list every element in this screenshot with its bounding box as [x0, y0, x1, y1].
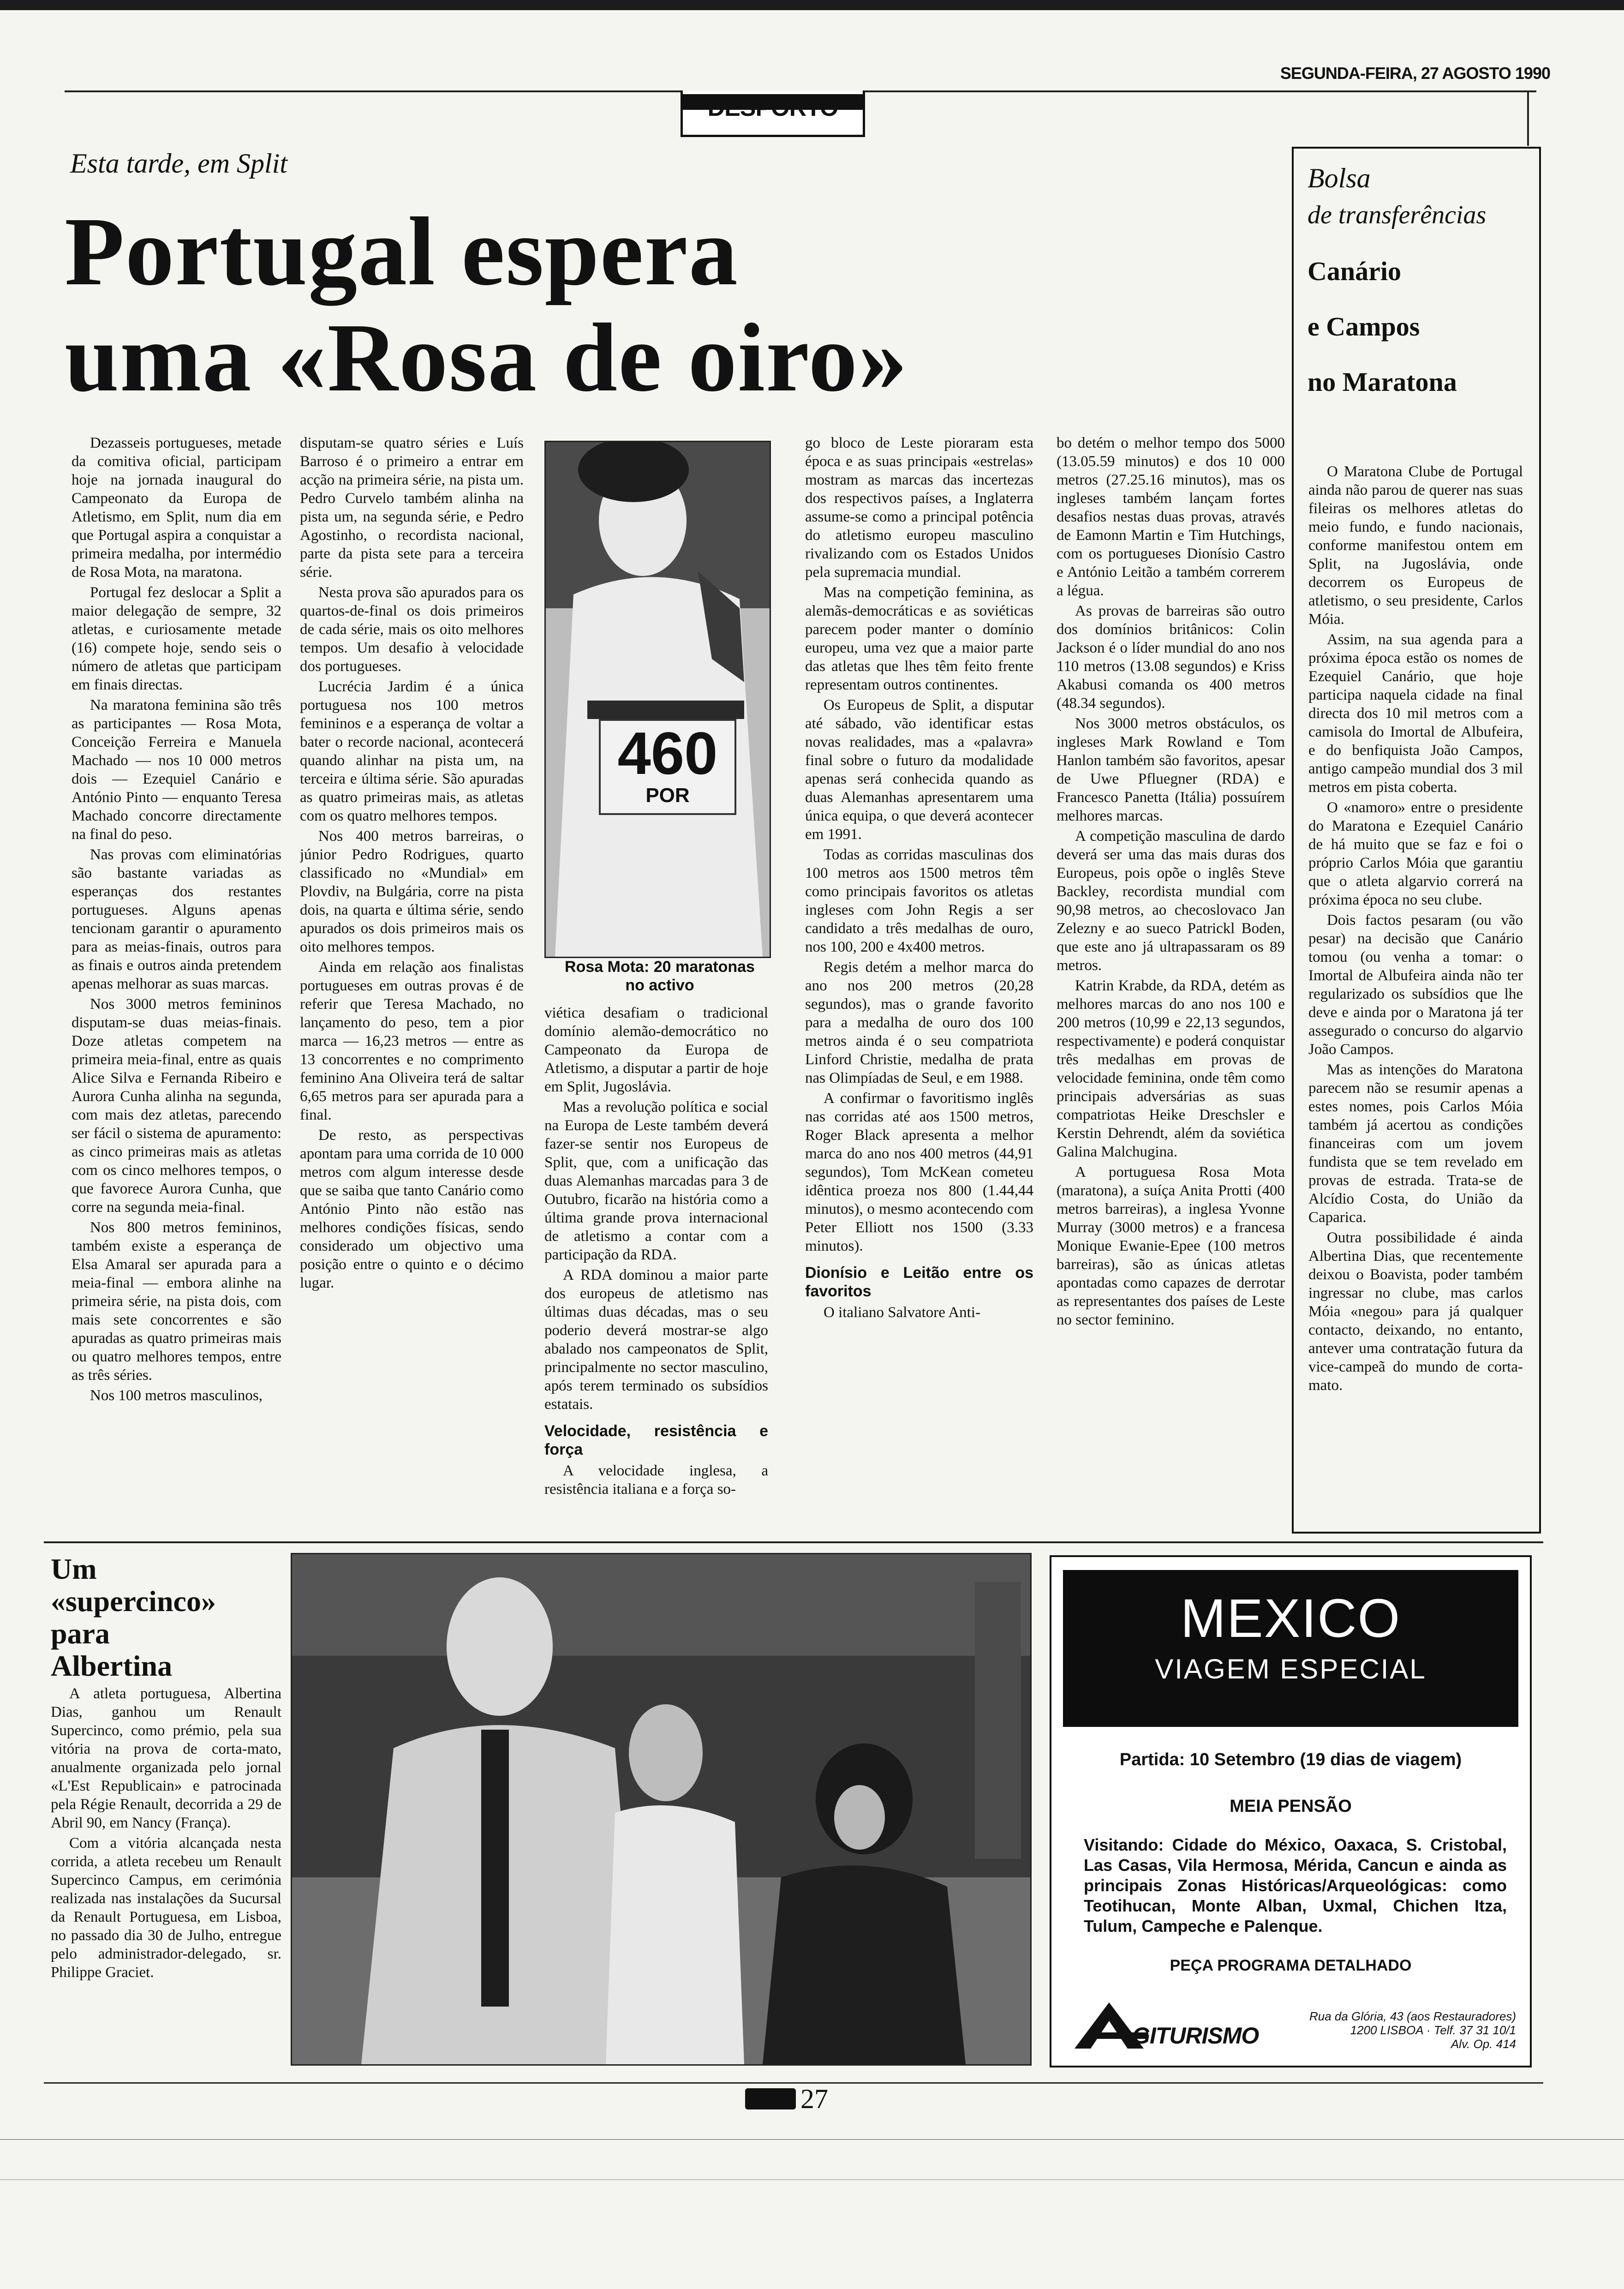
ad-itinerary: Visitando: Cidade do México, Oaxaca, S. Cristobal, Las Casas, Vila Hermosa, Mérida, Cancun e ainda as principais Zonas Históricas/Arqueológicas: como Teotihucan, Monte Alban, Uxmal, Chichen Itza, Tulum, Campeche e Palenque.: [1084, 1835, 1507, 1935]
rosa-mota-photo: [544, 441, 771, 958]
bottom-story-text: A atleta portuguesa, Albertina Dias, ganhou um Renault Supercinco, como prémio, pela sua vitória na prova de corta-mato, anualmente organizada pelo jornal «L'Est Republicain» e patrocinada pela Régie Renault, decorrida a 29 de Abril 90, em Nancy (França). Com a vitória alcançada nesta corrida, a atleta recebeu um Renault Supercinco Campus, em cerimónia realizada nas instalações da Sucursal da Renault Portuguesa, em Lisboa, no passado dia 30 de Julho, entregue pelo administrador-delegado, sr. Philippe Graciet.: [51, 1685, 281, 1981]
bottom-headline: Um «supercinco» para Albertina: [51, 1552, 216, 1682]
ad-logo: GITURISMO: [1070, 2000, 1310, 2051]
headline: Portugal espera uma «Rosa de oiro»: [65, 197, 908, 412]
race-bib: 460 POR: [599, 719, 736, 815]
article-column-2: disputam-se quatro séries e Luís Barroso é o primeiro a entrar em acção na primeira série, na pista um. Pedro Curvelo também alinha na pista um, na segunda série, e Pedro Agostinho, o recordista nacional, parte da pista sete para a terceira série. Nesta prova são apurados para os quartos-de-final os dois primeiros de cada série, mais os oito melhores tempos. Um desafio à velocidade dos portugueses. Lucrécia Jardim é a única portuguesa nos 100 metros femininos e a esperança de voltar a bater o recorde nacional, acontecerá quando alinhar na pista um, na terceira e última série. São apuradas as quatro primeiras mais, as atletas com os quatro melhores tempos. Nos 400 metros barreiras, o júnior Pedro Rodrigues, quarto classificado no «Mundial» em Plovdiv, na Bulgária, corre na pista dois, na quarta e última série, sendo apurados os dois primeiros mais os oito melhores tempos. Ainda em relação aos finalistas portugueses em outras provas é de referir que Teresa Machado, no lançamento do peso, tem a pior marca — 16,23 metros — entre as 13 concorrentes e no comprimento feminino Ana Oliveira terá de saltar 6,65 metros para ser apurada para a final. De resto, as perspectivas apontam para uma corrida de 10 000 metros com algum interesse desde que se saiba que tanto Canário como António Pinto não estão nas melhores condições físicas, sendo considerado um objectivo uma posição entre o quinto e o décimo lugar.: [300, 435, 524, 1291]
page-number: 27: [800, 2084, 828, 2114]
mexico-ad: [1050, 1555, 1532, 2067]
subhead-dionisio: Dionísio e Leitão entre os favoritos: [805, 1264, 1033, 1300]
article-column-4: go bloco de Leste pioraram esta época e as suas principais «estrelas» mostram as marcas das incertezas dos respectivos países, a Inglaterra assume-se como a principal potência do atletismo europeu masculino rivalizando com os Estados Unidos pela supremacia mundial. Mas na competição feminina, as alemãs-democráticas e as soviéticas parecem poder manter o domínio europeu, uma vez que a maior parte das atletas que lhes têm feito frente representam outros continentes. Os Europeus de Split, a disputar até sábado, vão identificar estas novas realidades, mas a «palavra» final sobre o futuro da modalidade apenas será conhecida quando as duas Alemanhas apresentarem uma única equipa, o que deverá acontecer em 1991. Todas as corridas masculinas dos 100 metros aos 1500 metros têm como principais favoritos os atletas ingleses com John Regis a ser candidato a três medalhas de ouro, nos 100, 200 e 4x400 metros. Regis detém a melhor marca do ano nos 200 metros (20,28 segundos), mas o grande favorito para a medalha de ouro dos 100 metros ainda é o seu compatriota Linford Christie, medalha de prata nas Olimpíadas de Seul, e em 1988. A confirmar o favoritismo inglês nas corridas até aos 1500 metros, Roger Black apresenta a melhor marca do ano nos 400 metros (44,91 segundos), Tom McKean cometeu idêntica proeza nos 800 (1.44,44 minutos), o mesmo acontecendo com Peter Elliott nos 1500 (3.33 minutos). Dionísio e Leitão entre os favoritos O italiano Salvatore Anti-: [805, 435, 1033, 1321]
ad-departure: Partida: 10 Setembro (19 dias de viagem): [1119, 1750, 1462, 1769]
article-column-3: viética desafiam o tradicional domínio alemão-democrático no Campeonato da Europa de Atletismo, a disputar a partir de hoje em Split, Jugoslávia. Mas a revolução política e social na Europa de Leste também deverá fazer-se sentir nos Europeus de Split, que, com a unificação das duas Alemanhas marcadas para 3 de Outubro, ficarão na história como a última grande prova internacional de atletismo a contar com a participação da RDA. A RDA dominou a maior parte dos europeus de atletismo nas últimas duas décadas, mas o seu poderio deverá mostrar-se algo abalado nos campeonatos de Split, principalmente no sector masculino, após terem terminado os subsídios estatais. Velocidade, resistência e força A velocidade inglesa, a resistência italiana e a força so-: [544, 1005, 768, 1498]
publication-logo-icon: [745, 2088, 796, 2109]
kicker: Esta tarde, em Split: [70, 148, 288, 179]
section-label: DESPORTO: [681, 90, 865, 137]
sidebar-text: O Maratona Clube de Portugal ainda não parou de querer nas suas fileiras os melhores atletas do meio fundo, e fundo nacionais, conforme manifestou ontem em Split, na Jugoslávia, onde decorrem os Europeus de atletismo, o seu presidente, Carlos Móia. Assim, na sua agenda para a próxima época estão os nomes de Ezequiel Canário, que hoje participa naquela cidade na final directa dos 10 mil metros com a camisola do Imortal de Albufeira, e do benfiquista João Campos, antigo campeão mundial dos 3 mil metros em pista coberta. O «namoro» entre o presidente do Maratona e Ezequiel Canário de há muito que se faz e foi o próprio Carlos Móia que garantiu que o atleta algarvio correrá na próxima época no seu clube. Dois factos pesaram (ou vão pesar) na decisão que Canário tomou (ou venha a tomar: o Imortal de Albufeira ainda não ter regularizado os subsídios que lhe deve e ainda por o Maratona já ter assegurado o concurso do algarvio João Campos. Mas as intenções do Maratona parecem não se resumir apenas a estes nomes, pois Carlos Móia também já acertou as condições financeiras com um jovem fundista que se tem revelado em provas de estrada. Trata-se de Alcídio Costa, do União da Caparica. Outra possibilidade é ainda Albertina Dias, que recentemente deixou o Boavista, poder também ingressar no clube, mas carlos Móia «negou» para já qualquer contacto, deixando, no entanto, antever uma contratação futura da vice-campeã do mundo de corta-mato.: [1308, 463, 1523, 1394]
photo-caption: Rosa Mota: 20 maratonas no activo: [565, 958, 755, 994]
subhead-velocidade: Velocidade, resistência e força: [544, 1422, 768, 1458]
ad-cta: PEÇA PROGRAMA DETALHADO: [1170, 1957, 1412, 1974]
ad-banner: MEXICO VIAGEM ESPECIAL: [1063, 1570, 1518, 1727]
ad-board: MEIA PENSÃO: [1230, 1797, 1352, 1816]
dateline: SEGUNDA-FEIRA, 27 AGOSTO 1990: [1280, 64, 1550, 83]
sidebar-title: Bolsa de transferências: [1308, 163, 1487, 229]
sidebar-headline: Canário e Campos no Maratona: [1308, 256, 1457, 397]
article-column-5: bo detém o melhor tempo dos 5000 (13.05.59 minutos) e dos 10 000 metros (27.25.16 minutos), mas os ingleses também lançam fortes desafios nestas duas provas, através de Eamonn Martin e Tim Hutchings, com os portugueses Dionísio Castro e António Leitão a também correrem a légua. As provas de barreiras são outro dos domínios britânicos: Colin Jackson é o líder mundial do ano nos 110 metros (13.08 segundos) e Kriss Akabusi comanda os 400 metros (48.34 segundos). Nos 3000 metros obstáculos, os ingleses Mark Rowland e Tom Hanlon também são favoritos, apesar de Uwe Pfluegner (RDA) e Francesco Panetta (Itália) possuírem melhores marcas. A competição masculina de dardo deverá ser uma das mais duras dos Europeus, pois opõe o inglês Steve Backley, recordista mundial com 90,98 metros, ao checoslovaco Jan Zelezny e ao sueco Patrickl Boden, que este ano já ultrapassaram os 89 metros. Katrin Krabde, da RDA, detém as melhores marcas do ano nos 100 e 200 metros (10,99 e 22,13 segundos, respectivamente) e poderá conquistar três medalhas em provas de velocidade feminina, onde têm como principais adversárias as suas compatriotas Heike Dreschsler e Kerstin Dehrendt, além da soviética Galina Malchugina. A portuguesa Rosa Mota (maratona), a suíça Anita Protti (400 metros barreiras), a inglesa Yvonne Murray (3000 metros) e a francesa Monique Ewanie-Epee (100 metros barreiras), são as únicas atletas apontadas como capazes de derrotar as representantes dos países de Leste no sector feminino.: [1057, 435, 1285, 1328]
ad-address: Rua da Glória, 43 (aos Restauradores) 1200 LISBOA · Telf. 37 31 10/1 Alv. Op. 414: [1309, 2009, 1516, 2051]
article-column-1: Dezasseis portugueses, metade da comitiva oficial, participam hoje na jornada inaugural do Campeonato da Europa de Atletismo, em Split, num dia em que Portugal aspira a conquistar a primeira medalha, por intermédio de Rosa Mota, na maratona. Portugal fez deslocar a Split a maior delegação de sempre, 32 atletas, e curiosamente metade (16) compete hoje, sendo seis o número de atletas que participam em finais directas. Na maratona feminina são três as participantes — Rosa Mota, Conceição Ferreira e Manuela Machado — nos 10 000 metros dois — Ezequiel Canário e António Pinto — enquanto Teresa Machado concorre directamente na final do peso. Nas provas com eliminatórias são bastante variadas as esperanças dos restantes portugueses. Alguns apenas tencionam garantir o apuramento para as meias-finais, outros para as finais e outros ainda pretendem apenas melhorar as suas marcas. Nos 3000 metros femininos disputam-se duas meias-finais. Doze atletas competem na primeira meia-final, entre as quais Alice Silva e Fernanda Ribeiro e Aurora Cunha alinha na segunda, com mais dez atletas, parecendo ser fácil o sistema de apuramento: as cinco primeiras mais as atletas com os cinco melhores tempos, o que favorece Aurora Cunha, que corre na segunda meia-final. Nos 800 metros femininos, também existe a esperança de Elsa Amaral ser apurada para a meia-final — embora alinhe na primeira série, na pista dois, com mais sete concorrentes e são apuradas as quatro primeiras mais ou quatro melhores tempos, entre as três séries. Nos 100 metros masculinos,: [72, 435, 281, 1404]
sidebar-box: [1292, 147, 1541, 1534]
albertina-photo: [291, 1553, 1032, 2066]
